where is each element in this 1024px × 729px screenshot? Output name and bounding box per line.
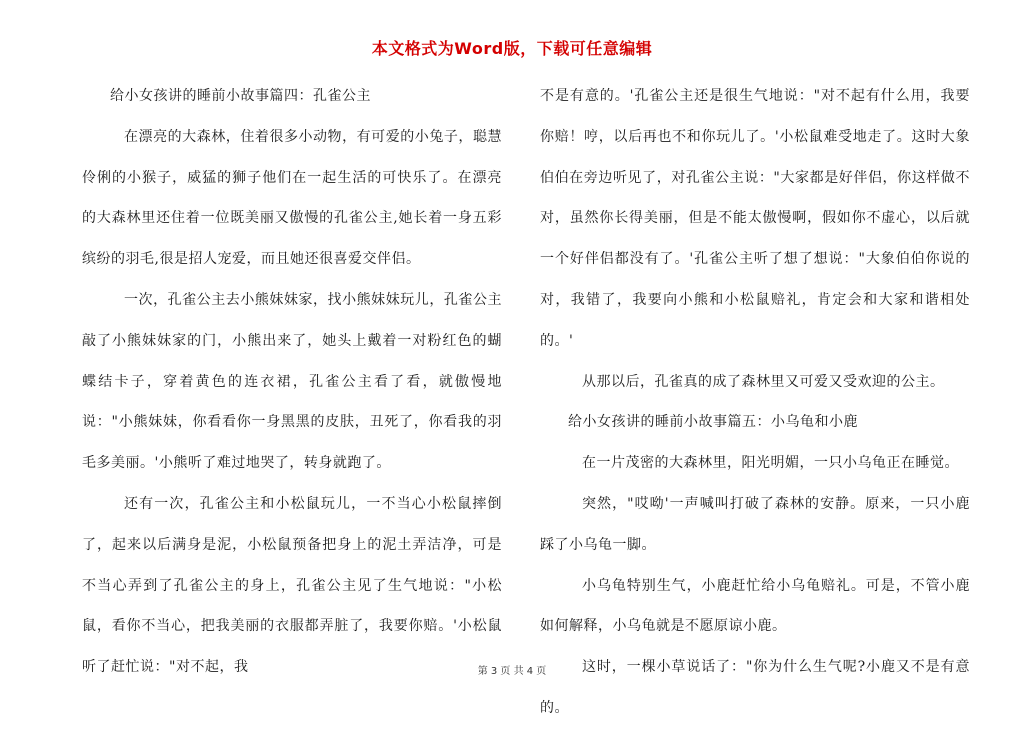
paragraph: 小乌龟特别生气，小鹿赶忙给小乌龟赔礼。可是，不管小鹿如何解释，小乌龟就是不愿原谅小鹿。 xyxy=(540,577,970,635)
story-title-5: 给小女孩讲的睡前小故事篇五：小乌龟和小鹿 xyxy=(568,414,858,431)
story-title-4: 给小女孩讲的睡前小故事篇四：孔雀公主 xyxy=(110,88,371,104)
left-column xyxy=(82,76,502,688)
page-number: 第 3 页 共 4 页 xyxy=(477,666,547,677)
paragraph-continued: 不是有意的。'孔雀公主还是很生气地说："对不起有什么用，我要你赔！哼，以后再也不和你玩儿了。'小松鼠难受地走了。这时大象伯伯在旁边听见了，对孔雀公主说："大家都是好伴侣，你这样做不对，虽然你长得美丽，但是不能太傲慢啊，假如你不虚心，以后就一个好伴侣都没有了。'孔雀公主听了想了想说："大象伯伯你说的对，我错了，我要向小熊和小松鼠赔礼，肯定会和大家和谐相处的。' xyxy=(540,88,970,349)
paragraph: 这时，一棵小草说话了："你为什么生气呢?小鹿又不是有意的。 xyxy=(540,659,970,716)
paragraph: 从那以后，孔雀真的成了森林里又可爱又受欢迎的公主。 xyxy=(582,373,945,390)
paragraph: 还有一次，孔雀公主和小松鼠玩儿，一不当心小松鼠摔倒了，起来以后满身是泥，小松鼠预备把身上的泥土弄洁净，可是不当心弄到了孔雀公主的身上，孔雀公主见了生气地说："小松鼠，看你不当心，把我美丽的衣服都弄脏了，我要你赔。'小松鼠听了赶忙说："对不起，我 xyxy=(82,495,502,676)
paragraph: 在漂亮的大森林，住着很多小动物，有可爱的小兔子，聪慧伶俐的小猴子，威猛的狮子他们在一起生活的可快乐了。在漂亮的大森林里还住着一位既美丽又傲慢的孔雀公主,她长着一身五彩缤纷的羽毛,很是招人宠爱，而且她还很喜爱交伴侣。 xyxy=(82,128,502,268)
paragraph: 突然，"哎呦'一声喊叫打破了森林的安静。原来，一只小鹿踩了小乌龟一脚。 xyxy=(540,495,970,553)
paragraph: 在一片茂密的大森林里，阳光明媚，一只小乌龟正在睡觉。 xyxy=(582,455,959,472)
word-format-banner: 本文格式为Word版，下载可任意编辑 xyxy=(371,39,653,58)
right-column xyxy=(540,76,970,729)
paragraph: 一次，孔雀公主去小熊妹妹家，找小熊妹妹玩儿，孔雀公主敲了小熊妹妹家的门，小熊出来了，她头上戴着一对粉红色的蝴蝶结卡子，穿着黄色的连衣裙，孔雀公主看了看，就傲慢地说："小熊妹妹，你看看你一身黑黑的皮肤，丑死了，你看我的羽毛多美丽。'小熊听了难过地哭了，转身就跑了。 xyxy=(82,291,502,472)
